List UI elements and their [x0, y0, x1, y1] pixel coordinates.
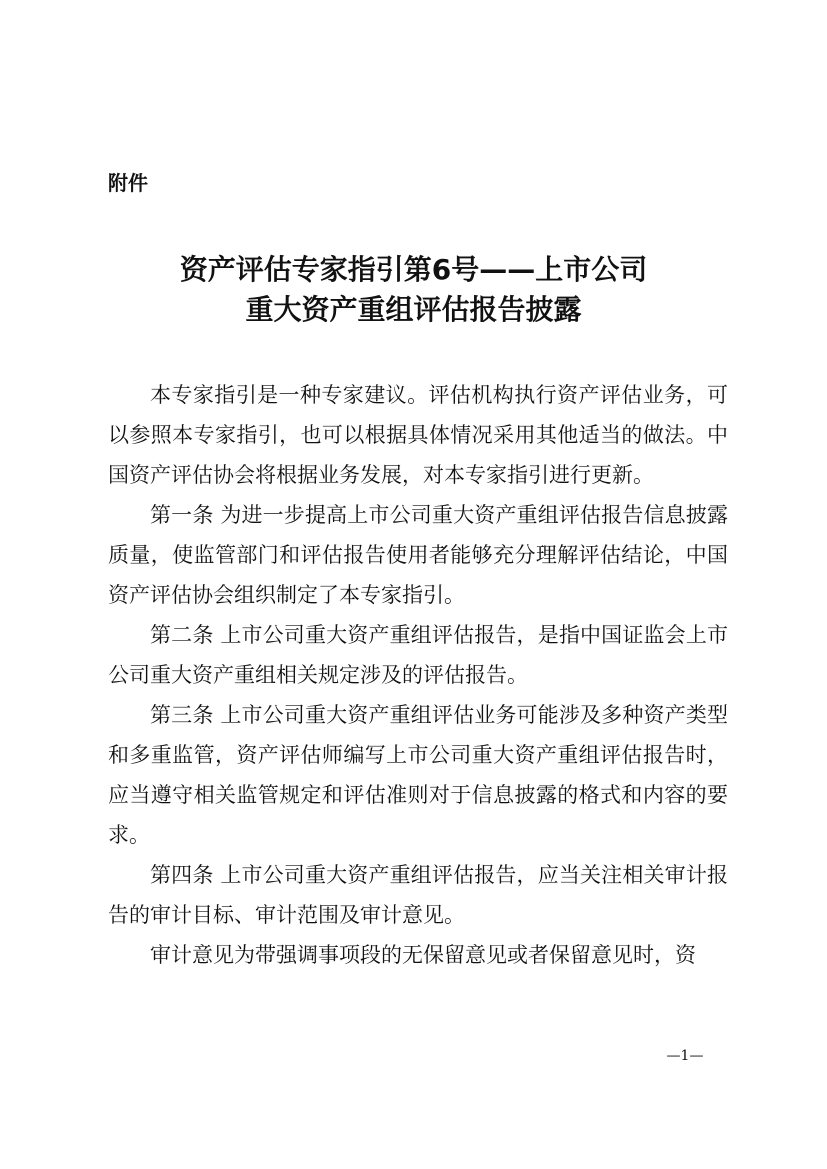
title-line-1: 资产评估专家指引第6号——上市公司 [179, 253, 648, 286]
paragraph-article-2: 第二条 上市公司重大资产重组评估报告，是指中国证监会上市公司重大资产重组相关规定涉及的评估报告。 [108, 623, 728, 687]
document-title [0, 250, 827, 330]
paragraph-article-1: 第一条 为进一步提高上市公司重大资产重组评估报告信息披露质量，使监管部门和评估报告使用者能够充分理解评估结论，中国资产评估协会组织制定了本专家指引。 [108, 503, 728, 607]
title-line-2: 重大资产重组评估报告披露 [245, 293, 582, 326]
attachment-label: 附件 [108, 171, 148, 195]
document-body [108, 375, 728, 975]
paragraph-article-3: 第三条 上市公司重大资产重组评估业务可能涉及多种资产类型和多重监管，资产评估师编写上市公司重大资产重组评估报告时，应当遵守相关监管规定和评估准则对于信息披露的格式和内容的要求。 [108, 703, 728, 847]
paragraph-preamble: 本专家指引是一种专家建议。评估机构执行资产评估业务，可以参照本专家指引，也可以根据具体情况采用其他适当的做法。中国资产评估协会将根据业务发展，对本专家指引进行更新。 [108, 383, 728, 487]
paragraph-audit-opinion: 审计意见为带强调事项段的无保留意见或者保留意见时，资 [150, 943, 696, 967]
paragraph-article-4: 第四条 上市公司重大资产重组评估报告，应当关注相关审计报告的审计目标、审计范围及审计意见。 [108, 863, 728, 927]
page-number: —1— [666, 1048, 704, 1064]
